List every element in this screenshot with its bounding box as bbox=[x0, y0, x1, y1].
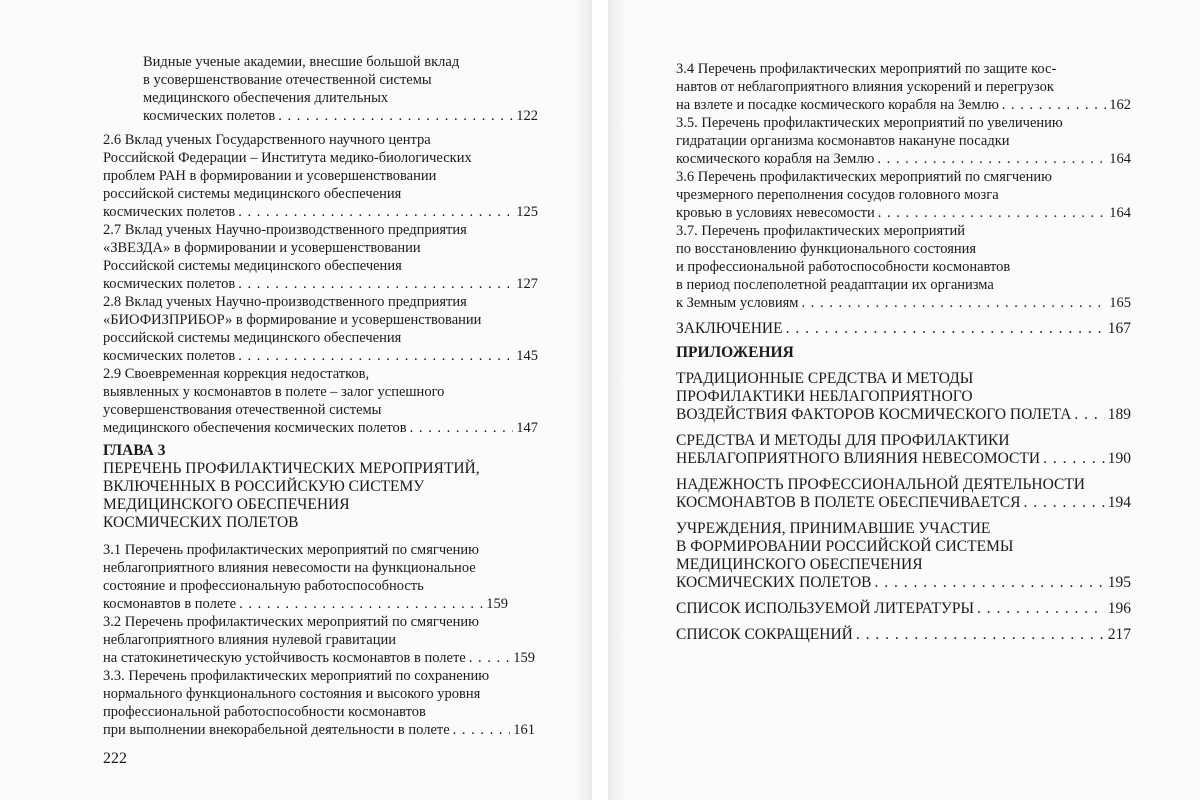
toc-entry-title: космонавтов в полете bbox=[103, 596, 237, 612]
toc-line: 3.6 Перечень профилактических мероприятий по смягчению bbox=[676, 169, 1052, 185]
page-fold-shadow bbox=[608, 0, 626, 800]
page-number: 222 bbox=[103, 750, 127, 767]
toc-entry-title: на взлете и посадке космического корабля на Землю bbox=[676, 97, 999, 113]
toc-entry-title: космических полетов bbox=[103, 204, 236, 220]
toc-line: В ФОРМИРОВАНИИ РОССИЙСКОЙ СИСТЕМЫ bbox=[676, 538, 1014, 555]
toc-entry-title: медицинского обеспечения космических полетов bbox=[103, 420, 407, 436]
toc-line: гидратации организма космонавтов накануне посадки bbox=[676, 133, 1010, 149]
toc-entry-title: космических полетов bbox=[143, 108, 276, 124]
toc-page-number: 190 bbox=[1107, 450, 1131, 467]
toc-entry[interactable] bbox=[676, 450, 1131, 468]
toc-line: НАДЕЖНОСТЬ ПРОФЕССИОНАЛЬНОЙ ДЕЯТЕЛЬНОСТИ bbox=[676, 476, 1085, 493]
toc-page-number: 217 bbox=[1107, 626, 1131, 643]
toc-line: ТРАДИЦИОННЫЕ СРЕДСТВА И МЕТОДЫ bbox=[676, 370, 974, 387]
toc-entry[interactable] bbox=[103, 347, 538, 365]
toc-entry[interactable] bbox=[676, 96, 1131, 114]
toc-entry[interactable] bbox=[103, 649, 535, 667]
toc-page-number: 189 bbox=[1107, 406, 1131, 423]
toc-line: «БИОФИЗПРИБОР» в формирование и усовершенствовании bbox=[103, 312, 482, 328]
chapter-title: ВКЛЮЧЕННЫХ В РОССИЙСКУЮ СИСТЕМУ bbox=[103, 478, 425, 495]
toc-line: 3.3. Перечень профилактических мероприятий по сохранению bbox=[103, 668, 490, 684]
toc-page-number: 159 bbox=[513, 650, 535, 666]
toc-line: 3.7. Перечень профилактических мероприятий bbox=[676, 223, 965, 239]
toc-entry[interactable] bbox=[676, 150, 1131, 168]
toc-page-number: 127 bbox=[516, 276, 538, 292]
toc-line: ПРОФИЛАКТИКИ НЕБЛАГОПРИЯТНОГО bbox=[676, 388, 973, 405]
toc-entry-title: космических полетов bbox=[103, 276, 236, 292]
toc-entry[interactable] bbox=[103, 721, 535, 739]
toc-page-number: 162 bbox=[1109, 97, 1131, 113]
toc-entry-title: ЗАКЛЮЧЕНИЕ bbox=[676, 320, 783, 337]
toc-line: нормального функционального состояния и высокого уровня bbox=[103, 686, 481, 702]
toc-line: 2.6 Вклад ученых Государственного научного центра bbox=[103, 132, 431, 148]
toc-page-number: 194 bbox=[1107, 494, 1131, 511]
chapter-title: ПЕРЕЧЕНЬ ПРОФИЛАКТИЧЕСКИХ МЕРОПРИЯТИЙ, bbox=[103, 460, 480, 477]
toc-page-number: 196 bbox=[1107, 600, 1131, 617]
toc-line: Российской Федерации – Института медико-биологических bbox=[103, 150, 472, 166]
toc-line: УЧРЕЖДЕНИЯ, ПРИНИМАВШИЕ УЧАСТИЕ bbox=[676, 520, 991, 537]
toc-line: 3.5. Перечень профилактических мероприятий по увеличению bbox=[676, 115, 1063, 131]
toc-line: Видные ученые академии, внесшие большой вклад bbox=[143, 54, 460, 70]
toc-line: российской системы медицинского обеспечения bbox=[103, 186, 402, 202]
toc-entry[interactable] bbox=[676, 494, 1131, 512]
toc-entry-conclusion[interactable] bbox=[676, 320, 1131, 338]
chapter-title: МЕДИЦИНСКОГО ОБЕСПЕЧЕНИЯ bbox=[103, 496, 350, 513]
toc-entry[interactable] bbox=[103, 275, 538, 293]
toc-line: 2.9 Своевременная коррекция недостатков, bbox=[103, 366, 370, 382]
toc-line: СРЕДСТВА И МЕТОДЫ ДЛЯ ПРОФИЛАКТИКИ bbox=[676, 432, 1010, 449]
toc-line: 2.7 Вклад ученых Научно-производственного предприятия bbox=[103, 222, 467, 238]
toc-entry[interactable] bbox=[676, 626, 1131, 644]
toc-entry-title: КОСМИЧЕСКИХ ПОЛЕТОВ bbox=[676, 574, 872, 591]
toc-line: чрезмерного переполнения сосудов головного мозга bbox=[676, 187, 999, 203]
toc-entry-title: ВОЗДЕЙСТВИЯ ФАКТОРОВ КОСМИЧЕСКОГО ПОЛЕТА bbox=[676, 406, 1072, 423]
toc-page-number: 125 bbox=[516, 204, 538, 220]
toc-page-number: 122 bbox=[516, 108, 538, 124]
toc-entry[interactable] bbox=[676, 294, 1131, 312]
toc-entry[interactable] bbox=[103, 419, 538, 437]
toc-line: неблагоприятного влияния нулевой гравитации bbox=[103, 632, 396, 648]
toc-page-number: 145 bbox=[516, 348, 538, 364]
toc-line: выявленных у космонавтов в полете – залог успешного bbox=[103, 384, 445, 400]
toc-entry-title: НЕБЛАГОПРИЯТНОГО ВЛИЯНИЯ НЕВЕСОМОСТИ bbox=[676, 450, 1041, 467]
toc-page-number: 165 bbox=[1109, 295, 1131, 311]
toc-entry[interactable] bbox=[676, 406, 1131, 424]
toc-line: усовершенствования отечественной системы bbox=[103, 402, 382, 418]
toc-line: медицинского обеспечения длительных bbox=[143, 90, 389, 106]
toc-line: в усовершенствование отечественной системы bbox=[143, 72, 432, 88]
toc-line: проблем РАН в формировании и усовершенствовании bbox=[103, 168, 437, 184]
page-fold-shadow bbox=[574, 0, 592, 800]
toc-entry[interactable] bbox=[103, 595, 508, 613]
toc-line: неблагоприятного влияния невесомости на функциональное bbox=[103, 560, 476, 576]
toc-line: навтов от неблагоприятного влияния ускорений и перегрузок bbox=[676, 79, 1054, 95]
toc-line: Российской системы медицинского обеспечения bbox=[103, 258, 402, 274]
toc-line: профессиональной работоспособности космонавтов bbox=[103, 704, 426, 720]
toc-entry[interactable] bbox=[676, 600, 1131, 618]
right-page bbox=[608, 0, 1200, 800]
toc-line: по восстановлению функционального состояния bbox=[676, 241, 977, 257]
toc-line: российской системы медицинского обеспечения bbox=[103, 330, 402, 346]
toc-line: состояние и профессиональную работоспособность bbox=[103, 578, 424, 594]
toc-line: в период послеполетной реадаптации их организма bbox=[676, 277, 994, 293]
toc-entry[interactable] bbox=[676, 574, 1131, 592]
toc-line: «ЗВЕЗДА» в формировании и усовершенствовании bbox=[103, 240, 421, 256]
chapter-label: ГЛАВА 3 bbox=[103, 442, 166, 459]
toc-entry-title: на статокинетическую устойчивость космонавтов в полете bbox=[103, 650, 466, 666]
appendix-label: ПРИЛОЖЕНИЯ bbox=[676, 344, 794, 361]
toc-entry-title: КОСМОНАВТОВ В ПОЛЕТЕ ОБЕСПЕЧИВАЕТСЯ bbox=[676, 494, 1021, 511]
toc-page-number: 147 bbox=[516, 420, 538, 436]
toc-entry-title: кровью в условиях невесомости bbox=[676, 205, 875, 221]
toc-page-number: 164 bbox=[1109, 205, 1131, 221]
toc-page-number: 195 bbox=[1107, 574, 1131, 591]
toc-entry[interactable] bbox=[103, 203, 538, 221]
left-page bbox=[0, 0, 592, 800]
toc-line: 3.1 Перечень профилактических мероприятий по смягчению bbox=[103, 542, 479, 558]
toc-entry-title: СПИСОК СОКРАЩЕНИЙ bbox=[676, 626, 853, 643]
toc-line: МЕДИЦИНСКОГО ОБЕСПЕЧЕНИЯ bbox=[676, 556, 923, 573]
toc-entry-title: к Земным условиям bbox=[676, 295, 799, 311]
toc-page-number: 159 bbox=[486, 596, 508, 612]
toc-entry-title: космического корабля на Землю bbox=[676, 151, 875, 167]
toc-page-number: 167 bbox=[1107, 320, 1131, 337]
book-gutter bbox=[592, 0, 608, 800]
toc-line: 2.8 Вклад ученых Научно-производственного предприятия bbox=[103, 294, 467, 310]
toc-entry-title: космических полетов bbox=[103, 348, 236, 364]
chapter-title: КОСМИЧЕСКИХ ПОЛЕТОВ bbox=[103, 514, 299, 531]
toc-page-number: 161 bbox=[513, 722, 535, 738]
toc-line: и профессиональной работоспособности космонавтов bbox=[676, 259, 1011, 275]
toc-entry-title: СПИСОК ИСПОЛЬЗУЕМОЙ ЛИТЕРАТУРЫ bbox=[676, 600, 974, 617]
toc-entry[interactable] bbox=[676, 204, 1131, 222]
toc-line: 3.4 Перечень профилактических мероприятий по защите кос- bbox=[676, 61, 1057, 77]
toc-entry[interactable] bbox=[143, 107, 538, 125]
toc-page-number: 164 bbox=[1109, 151, 1131, 167]
toc-line: 3.2 Перечень профилактических мероприятий по смягчению bbox=[103, 614, 479, 630]
toc-entry-title: при выполнении внекорабельной деятельности в полете bbox=[103, 722, 450, 738]
